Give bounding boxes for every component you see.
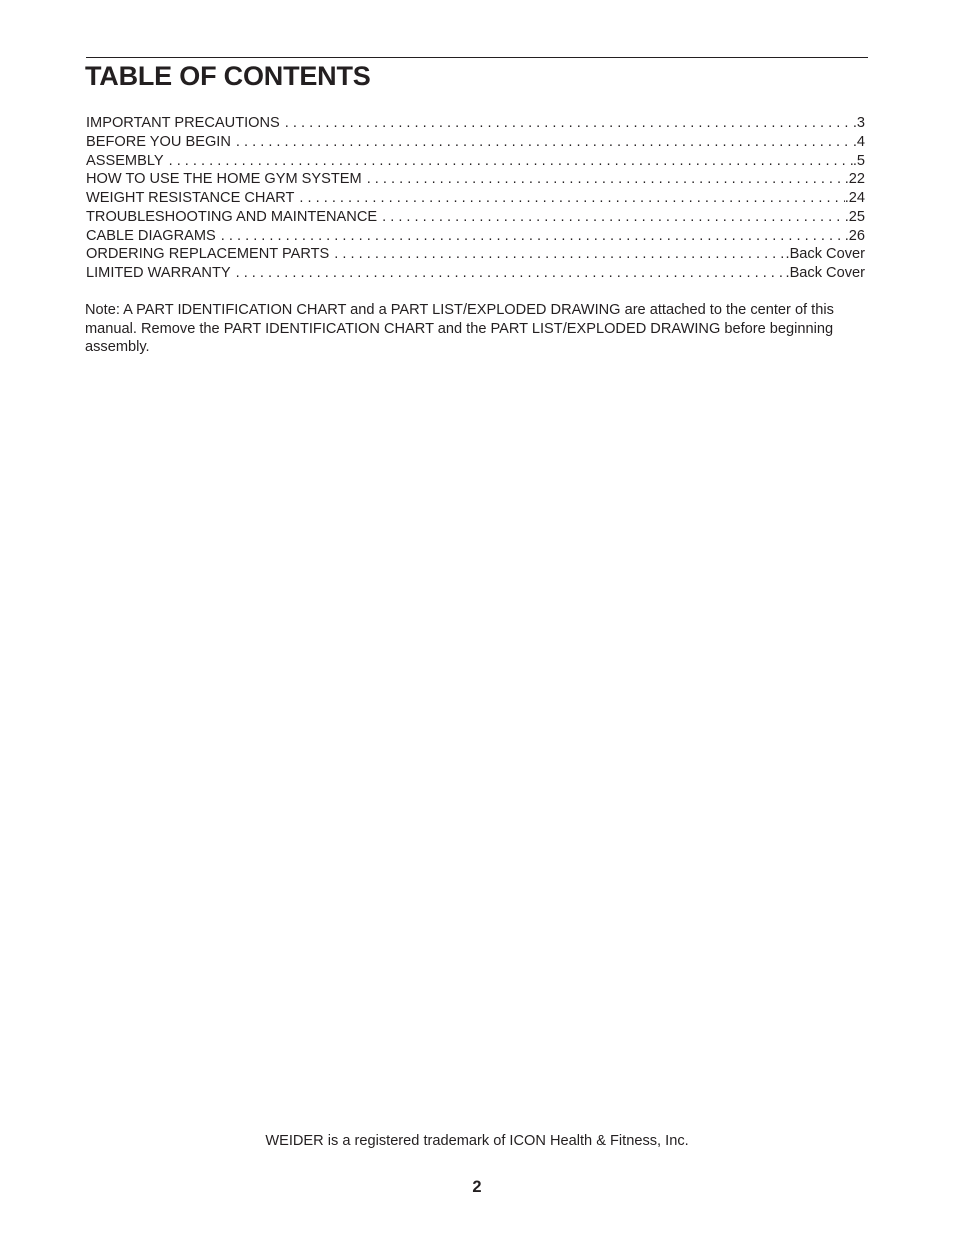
- toc-entry-label: IMPORTANT PRECAUTIONS: [86, 115, 280, 131]
- toc-entry-page: . 22: [845, 170, 865, 189]
- toc-entry-page: . 4: [853, 133, 865, 152]
- toc-entry-important-precautions: [86, 114, 865, 133]
- toc-entry-page: . 24: [845, 189, 865, 208]
- toc-dot-leader: [382, 208, 845, 227]
- toc-entry-page: . 3: [853, 114, 865, 133]
- toc-entry-how-to-use: [86, 170, 865, 189]
- table-of-contents: [86, 114, 865, 283]
- toc-dot-leader: [236, 264, 786, 283]
- toc-entry-limited-warranty: [86, 264, 865, 283]
- toc-entry-page: . 26: [845, 227, 865, 246]
- toc-entry-label: ASSEMBLY: [86, 152, 164, 169]
- toc-entry-label: LIMITED WARRANTY: [86, 265, 231, 281]
- toc-dot-leader: [285, 114, 853, 133]
- toc-entry-ordering-replacement-parts: [86, 245, 865, 264]
- toc-entry-page: . 5: [853, 152, 865, 171]
- toc-entry-label: HOW TO USE THE HOME GYM SYSTEM: [86, 171, 362, 188]
- assembly-note: Note: A PART IDENTIFICATION CHART and a PART LIST/EXPLODED DRAWING are attached to the center of this manual. Remove the PART IDENTIFICATION CHART and the PART LIST/EXPLODED DRAWING before beginning assembly.: [85, 302, 834, 356]
- toc-entry-weight-resistance-chart: [86, 189, 865, 208]
- toc-dot-leader: [236, 133, 853, 152]
- toc-entry-label: CABLE DIAGRAMS: [86, 227, 216, 244]
- toc-dot-leader: [367, 170, 845, 189]
- toc-entry-assembly: [86, 152, 865, 171]
- toc-dot-leader: [299, 189, 844, 208]
- trademark-notice: WEIDER is a registered trademark of ICON Health & Fitness, Inc.: [265, 1133, 689, 1149]
- toc-entry-cable-diagrams: [86, 227, 865, 246]
- header-rule: [86, 57, 868, 58]
- toc-dot-leader: [169, 152, 853, 171]
- page-title: TABLE OF CONTENTS: [85, 61, 371, 91]
- toc-entry-page: . 25: [845, 208, 865, 227]
- toc-entry-label: WEIGHT RESISTANCE CHART: [86, 190, 295, 206]
- toc-entry-label: TROUBLESHOOTING AND MAINTENANCE: [86, 208, 378, 225]
- toc-dot-leader: [334, 245, 785, 264]
- toc-entry-label: ORDERING REPLACEMENT PARTS: [86, 246, 330, 263]
- toc-entry-page: . Back Cover: [786, 245, 866, 264]
- toc-entry-before-you-begin: [86, 133, 865, 152]
- page-number: 2: [472, 1178, 482, 1196]
- toc-entry-troubleshooting: [86, 208, 865, 227]
- toc-entry-label: BEFORE YOU BEGIN: [86, 133, 231, 150]
- toc-dot-leader: [221, 227, 845, 246]
- toc-entry-page: . Back Cover: [786, 264, 866, 283]
